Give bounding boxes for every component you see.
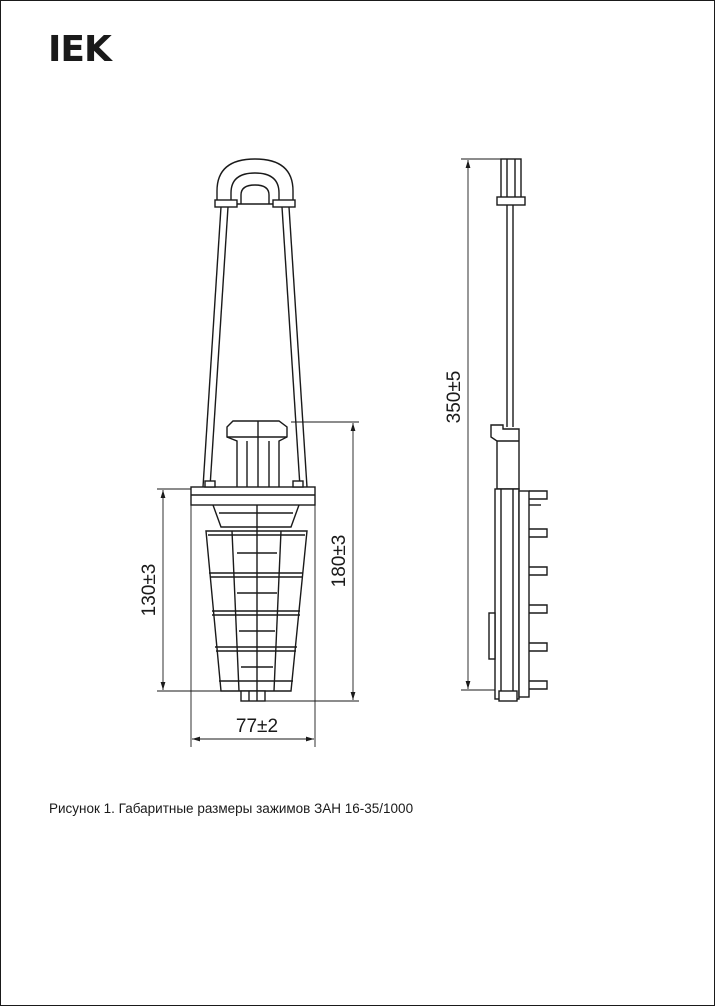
top-wedge [227,421,287,489]
dim-height-body: 130±3 [139,563,160,617]
bottom-stub [241,691,265,701]
figure-caption: Рисунок 1. Габаритные размеры зажимов ЗАН 16-35/1000 [49,801,414,816]
side-hook [497,159,525,205]
clamp-body [206,505,307,691]
dimension-lines [157,159,501,747]
side-wedge [491,425,519,489]
dim-width: 77±2 [235,716,279,737]
neck [213,505,299,527]
dim-length-total: 350±5 [444,370,465,424]
clamp-technical-drawing [1,1,714,1005]
side-fins [529,491,547,689]
hook-loop [215,159,295,207]
iek-logo: IEK [48,29,111,70]
side-body [489,489,547,701]
front-view [191,159,315,701]
dim-height-total-body: 180±3 [329,534,350,588]
side-view [489,159,547,701]
